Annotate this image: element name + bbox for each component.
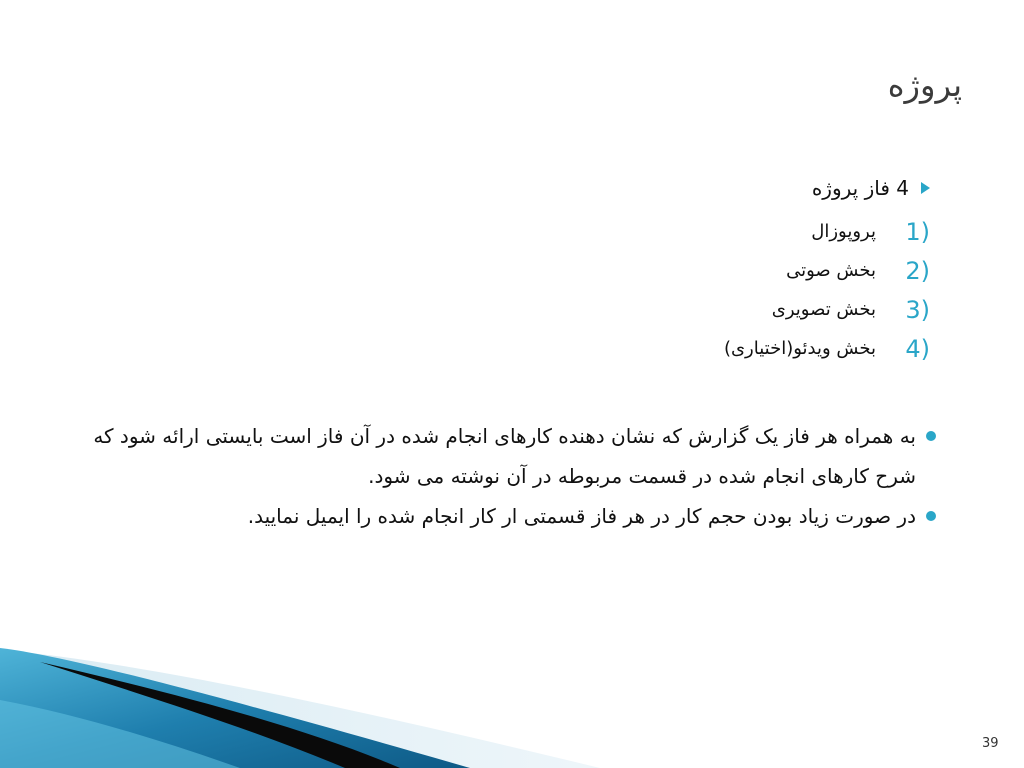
phase-label: بخش ویدئو(اختیاری) bbox=[723, 338, 876, 359]
phase-label: بخش تصویری bbox=[771, 299, 876, 320]
phases-heading-text: 4 فاز پروژه bbox=[811, 176, 909, 200]
bullet-text: در صورت زیاد بودن حجم کار در هر فاز قسمتی ار کار انجام شده را ایمیل نمایید. bbox=[247, 504, 916, 528]
phase-label: بخش صوتی bbox=[786, 260, 876, 281]
phase-number: 2) bbox=[905, 256, 930, 285]
phase-label: پروپوزال bbox=[811, 221, 876, 242]
phase-number: 1) bbox=[905, 217, 930, 246]
page-number: 39 bbox=[982, 736, 999, 751]
bullet-text: به همراه هر فاز یک گزارش که نشان دهنده کارهای انجام شده در آن فاز است بایستی ارائه شود که شرح کارهای انجام شده در قسمت مربوطه در آن نوشته می شود. bbox=[93, 424, 916, 488]
phase-number: 4) bbox=[905, 334, 930, 363]
phase-number: 3) bbox=[905, 295, 930, 324]
slide-title: پروژه bbox=[887, 66, 962, 104]
